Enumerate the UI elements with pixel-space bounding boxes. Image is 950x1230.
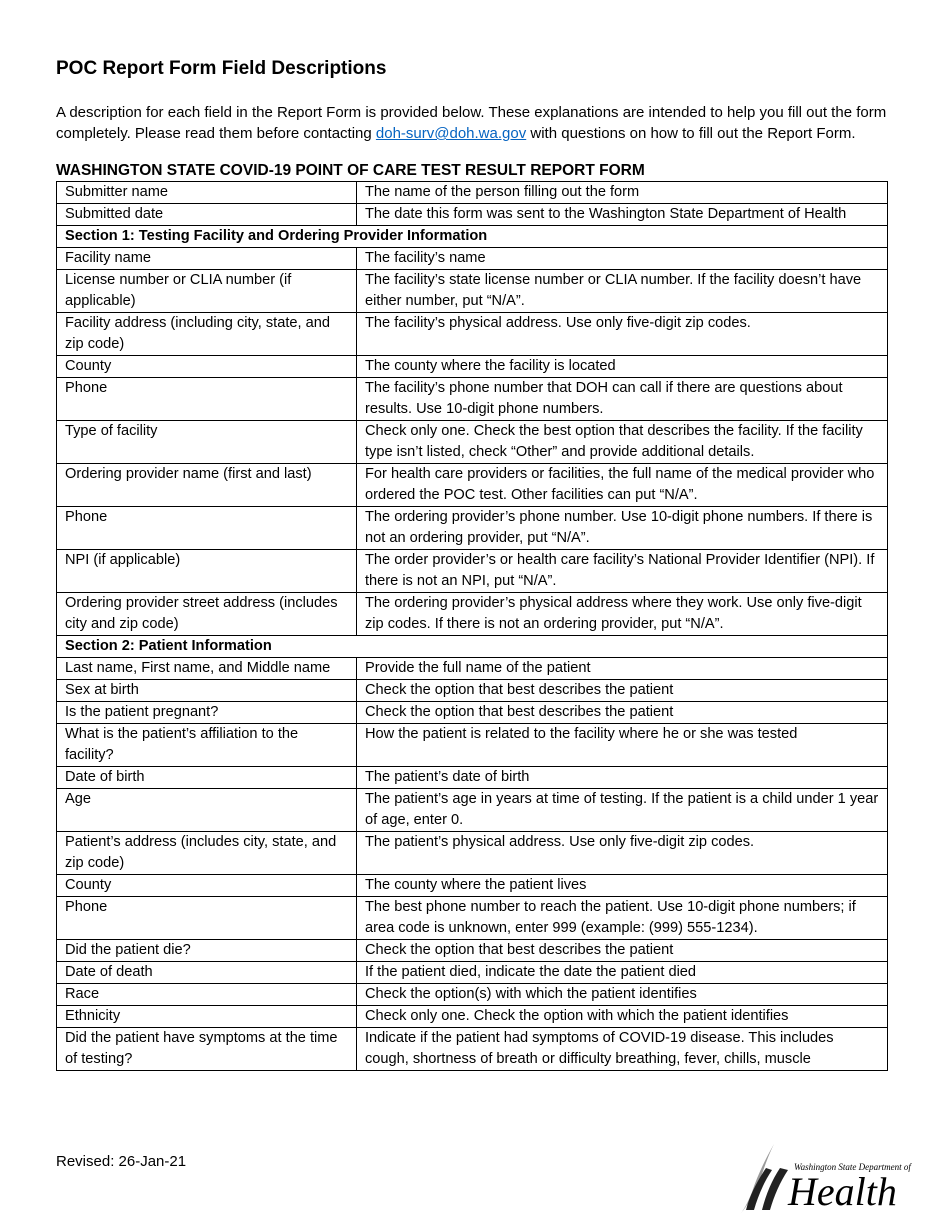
table-row: [57, 270, 888, 313]
field-name-cell: Ordering provider name (first and last): [57, 464, 357, 507]
table-row: [57, 658, 888, 680]
field-description-cell: The county where the patient lives: [357, 875, 888, 897]
field-name-cell: Sex at birth: [57, 680, 357, 702]
section-header-row: [57, 226, 888, 248]
field-description-cell: Check the option(s) with which the patient identifies: [357, 984, 888, 1006]
field-name-cell: Facility address (including city, state, and zip code): [57, 313, 357, 356]
table-row: [57, 940, 888, 962]
field-description-cell: The facility’s phone number that DOH can call if there are questions about results. Use 10-digit phone numbers.: [357, 378, 888, 421]
field-name-cell: Phone: [57, 507, 357, 550]
section-header-row: [57, 636, 888, 658]
field-description-cell: The name of the person filling out the form: [357, 182, 888, 204]
field-description-cell: For health care providers or facilities, the full name of the medical provider who ordered the POC test. Other facilities can put “N/A”.: [357, 464, 888, 507]
field-description-cell: Check only one. Check the best option that describes the facility. If the facility type isn’t listed, check “Other” and provide additional details.: [357, 421, 888, 464]
table-row: [57, 724, 888, 767]
field-description-cell: The patient’s date of birth: [357, 767, 888, 789]
field-description-cell: The ordering provider’s physical address where they work. Use only five-digit zip codes. If there is not an ordering provider, put “N/A”.: [357, 593, 888, 636]
document-page: [56, 56, 888, 1071]
field-description-cell: The order provider’s or health care facility’s National Provider Identifier (NPI). If there is not an NPI, put “N/A”.: [357, 550, 888, 593]
table-row: [57, 702, 888, 724]
field-name-cell: Date of birth: [57, 767, 357, 789]
field-name-cell: Facility name: [57, 248, 357, 270]
section-title: Section 1: Testing Facility and Ordering Provider Information: [57, 226, 888, 248]
field-descriptions-table: [56, 181, 888, 1071]
intro-paragraph: [56, 102, 888, 144]
field-description-cell: The best phone number to reach the patient. Use 10-digit phone numbers; if area code is unknown, enter 999 (example: (999) 555-1234).: [357, 897, 888, 940]
table-row: [57, 832, 888, 875]
field-name-cell: Patient’s address (includes city, state, and zip code): [57, 832, 357, 875]
field-description-cell: Provide the full name of the patient: [357, 658, 888, 680]
table-row: [57, 182, 888, 204]
intro-text-after: with questions on how to fill out the Report Form.: [526, 125, 856, 142]
table-row: [57, 962, 888, 984]
table-row: [57, 550, 888, 593]
field-name-cell: Submitter name: [57, 182, 357, 204]
field-name-cell: Ordering provider street address (includes city and zip code): [57, 593, 357, 636]
table-row: [57, 1006, 888, 1028]
field-description-cell: Check the option that best describes the patient: [357, 702, 888, 724]
field-description-cell: The ordering provider’s phone number. Use 10-digit phone numbers. If there is not an ordering provider, put “N/A”.: [357, 507, 888, 550]
logo-title: Health: [788, 1169, 897, 1214]
table-row: [57, 464, 888, 507]
field-description-cell: The patient’s physical address. Use only five-digit zip codes.: [357, 832, 888, 875]
table-row: [57, 313, 888, 356]
field-description-cell: The date this form was sent to the Washington State Department of Health: [357, 204, 888, 226]
revised-date: Revised: 26-Jan-21: [56, 1153, 187, 1170]
field-name-cell: Phone: [57, 378, 357, 421]
table-row: [57, 767, 888, 789]
table-row: [57, 680, 888, 702]
field-description-cell: Indicate if the patient had symptoms of COVID-19 disease. This includes cough, shortness of breath or difficulty breathing, fever, chills, muscle: [357, 1028, 888, 1071]
field-name-cell: County: [57, 356, 357, 378]
table-row: [57, 789, 888, 832]
section-title: Section 2: Patient Information: [57, 636, 888, 658]
table-row: [57, 593, 888, 636]
field-description-cell: The facility’s physical address. Use only five-digit zip codes.: [357, 313, 888, 356]
field-name-cell: County: [57, 875, 357, 897]
table-title: WASHINGTON STATE COVID-19 POINT OF CARE TEST RESULT REPORT FORM: [56, 162, 645, 179]
table-row: [57, 897, 888, 940]
contact-email-link[interactable]: doh-surv@doh.wa.gov: [375, 125, 527, 142]
logo-subtitle: Washington State Department of: [794, 1162, 911, 1172]
field-description-cell: How the patient is related to the facility where he or she was tested: [357, 724, 888, 767]
table-row: [57, 248, 888, 270]
field-description-cell: Check the option that best describes the patient: [357, 680, 888, 702]
field-description-cell: Check only one. Check the option with which the patient identifies: [357, 1006, 888, 1028]
intro-text-before: A description for each field in the Report Form is provided below. These explanations are intended to help you fill out the form completely. Please read them before contacting: [56, 104, 887, 142]
logo-mark-icon: [736, 1140, 796, 1216]
field-name-cell: Last name, First name, and Middle name: [57, 658, 357, 680]
field-name-cell: NPI (if applicable): [57, 550, 357, 593]
field-name-cell: Date of death: [57, 962, 357, 984]
field-name-cell: Ethnicity: [57, 1006, 357, 1028]
table-row: [57, 875, 888, 897]
page-title: POC Report Form Field Descriptions: [56, 58, 387, 79]
doh-logo: [736, 1140, 911, 1216]
field-name-cell: Submitted date: [57, 204, 357, 226]
field-name-cell: Age: [57, 789, 357, 832]
field-name-cell: Is the patient pregnant?: [57, 702, 357, 724]
field-name-cell: Type of facility: [57, 421, 357, 464]
field-description-cell: The facility’s name: [357, 248, 888, 270]
field-description-cell: Check the option that best describes the patient: [357, 940, 888, 962]
table-row: [57, 356, 888, 378]
field-name-cell: Phone: [57, 897, 357, 940]
field-name-cell: License number or CLIA number (if applicable): [57, 270, 357, 313]
field-name-cell: Did the patient have symptoms at the time of testing?: [57, 1028, 357, 1071]
table-row: [57, 1028, 888, 1071]
table-row: [57, 378, 888, 421]
table-row: [57, 421, 888, 464]
field-description-cell: The facility’s state license number or CLIA number. If the facility doesn’t have either number, put “N/A”.: [357, 270, 888, 313]
table-row: [57, 984, 888, 1006]
field-description-cell: If the patient died, indicate the date the patient died: [357, 962, 888, 984]
field-name-cell: Race: [57, 984, 357, 1006]
field-name-cell: What is the patient’s affiliation to the facility?: [57, 724, 357, 767]
field-description-cell: The county where the facility is located: [357, 356, 888, 378]
field-name-cell: Did the patient die?: [57, 940, 357, 962]
table-row: [57, 204, 888, 226]
field-description-cell: The patient’s age in years at time of testing. If the patient is a child under 1 year of age, enter 0.: [357, 789, 888, 832]
table-row: [57, 507, 888, 550]
